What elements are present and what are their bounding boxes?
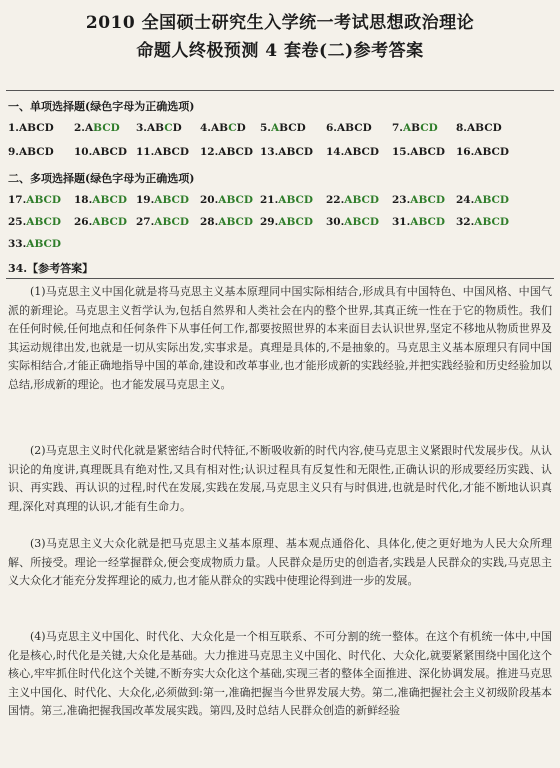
question-answer [392,194,445,206]
correct-option-letter: C [171,194,180,206]
question-answer [8,194,61,206]
q34-heading: 34.【参考答案】 [8,262,94,275]
option-letter: A [92,146,101,158]
q34-paragraph-3: (3)马克思主义大众化就是把马克思主义基本原理、基本观点通俗化、具体化,使之更好地为人民大众所理解、所接受。理论一经掌握群众,便会变成物质力量。人民群众是历史的创造者,实践是人民群众的实践,马克思主义大众化才能充分发挥理论的威力,也才能从群众的实践中使理论得到进一步的发展。 [8,537,552,587]
correct-option-letter: B [226,194,236,206]
correct-option-letter: C [295,216,304,228]
correct-option-letter: D [303,194,313,206]
option-letter: C [427,146,436,158]
correct-option-letter: A [278,194,287,206]
question-answer [8,238,61,250]
correct-option-letter: B [352,194,362,206]
question-answer [200,146,253,158]
page-title-line2: 命题人终极预测 4 套卷(二)参考答案 [136,41,424,61]
question-number: 3. [136,122,147,134]
correct-option-letter: C [420,122,429,134]
question-answer [200,194,253,206]
correct-option-letter: B [34,194,44,206]
correct-option-letter: A [344,194,353,206]
correct-option-letter: C [427,194,436,206]
option-letter: B [475,122,485,134]
correct-option-letter: C [235,194,244,206]
option-letter: C [354,122,363,134]
correct-option-letter: B [418,194,428,206]
option-letter: B [27,122,37,134]
option-letter: C [109,146,118,158]
correct-option-letter: C [361,216,370,228]
multi-choice-row-2 [8,216,554,232]
correct-option-letter: C [43,194,52,206]
option-letter: D [499,146,509,158]
q34-paragraph-4: (4)马克思主义中国化、时代化、大众化是一个相互联系、不可分割的统一整体。在这个有机统一体中,中国化是核心,时代化是关键,大众化是基础。大力推进马克思主义中国化、时代化、大众化,就要紧紧围绕中国化这个核心,牢牢抓住时代化这个关键,不断夯实大众化这个基础,实现三者的整体全面推进、深化协调发展。推进马克思主义中国化、时代化、大众化,必须做到:第一,准确把握当今世界发展大势。第二,准确把握社会主义初级阶段基本国情。第三,准确把握我国改革发展实践。第四,及时总结人民群众创造的新鲜经验 [8,630,552,717]
option-letter: A [146,122,156,134]
correct-option-letter: C [295,194,304,206]
option-letter: B [100,146,110,158]
option-letter: A [344,146,353,158]
option-letter: B [352,146,362,158]
option-letter: B [226,146,236,158]
correct-option-letter: B [100,216,110,228]
correct-option-letter: B [482,216,492,228]
correct-option-letter: A [410,216,419,228]
question-number: 18. [74,194,93,206]
option-letter: D [44,146,54,158]
option-letter: A [218,146,227,158]
option-letter: A [410,146,419,158]
option-letter: B [219,122,229,134]
option-letter: D [243,146,253,158]
correct-option-letter: A [270,122,280,134]
option-letter: C [235,146,244,158]
correct-option-letter: D [179,216,189,228]
question-answer [136,146,189,158]
correct-option-letter: B [482,194,492,206]
correct-option-letter: C [109,216,118,228]
question-answer [260,146,313,158]
option-letter: C [36,122,45,134]
option-letter: C [361,146,370,158]
correct-option-letter: D [110,122,120,134]
correct-option-letter: C [361,194,370,206]
question-number: 15. [392,146,411,158]
option-letter: D [117,146,127,158]
option-letter: C [288,122,297,134]
question-answer [260,194,313,206]
question-answer [8,122,54,134]
question-answer [260,216,313,228]
question-number: 1. [8,122,19,134]
question-number: 16. [456,146,475,158]
option-letter: B [286,146,296,158]
option-letter: D [296,122,306,134]
question-number: 23. [392,194,411,206]
option-letter: B [418,146,428,158]
option-letter: B [279,122,289,134]
correct-option-letter: C [164,122,173,134]
correct-option-letter: C [491,194,500,206]
correct-option-letter: C [427,216,436,228]
question-answer [326,146,379,158]
correct-option-letter: B [162,216,172,228]
option-letter: D [435,146,445,158]
question-number: 20. [200,194,219,206]
question-number: 27. [136,216,155,228]
question-number: 28. [200,216,219,228]
correct-option-letter: B [352,216,362,228]
correct-option-letter: D [369,216,379,228]
option-letter: C [36,146,45,158]
option-letter: C [295,146,304,158]
divider [6,90,554,91]
correct-option-letter: C [102,122,111,134]
question-number: 22. [326,194,345,206]
correct-option-letter: A [218,194,227,206]
correct-option-letter: D [303,216,313,228]
option-letter: D [44,122,54,134]
correct-option-letter: B [34,216,44,228]
correct-option-letter: D [499,194,509,206]
question-number: 9. [8,146,19,158]
correct-option-letter: D [51,238,61,250]
question-number: 32. [456,216,475,228]
correct-option-letter: A [154,194,163,206]
option-letter: A [278,146,287,158]
page-title-line1: 2010 全国硕士研究生入学统一考试思想政治理论 [85,13,475,33]
question-answer [456,216,509,228]
correct-option-letter: A [92,194,101,206]
correct-option-letter: B [286,216,296,228]
option-letter: D [492,122,502,134]
question-number: 14. [326,146,345,158]
correct-option-letter: A [26,194,35,206]
correct-option-letter: A [410,194,419,206]
correct-option-letter: A [278,216,287,228]
correct-option-letter: D [117,194,127,206]
option-letter: A [18,122,28,134]
question-answer [74,122,120,134]
correct-option-letter: A [344,216,353,228]
question-answer [8,146,54,158]
divider [6,278,554,279]
correct-option-letter: C [171,216,180,228]
question-number: 5. [260,122,271,134]
correct-option-letter: C [491,216,500,228]
question-answer [392,122,438,134]
question-number: 7. [392,122,403,134]
multi-choice-row-1 [8,194,554,210]
question-answer [326,194,379,206]
option-letter: B [345,122,355,134]
option-letter: A [18,146,28,158]
correct-option-letter: A [218,216,227,228]
correct-option-letter: A [26,216,35,228]
question-answer [200,216,253,228]
question-number: 26. [74,216,93,228]
correct-option-letter: D [499,216,509,228]
correct-option-letter: B [100,194,110,206]
correct-option-letter: A [154,216,163,228]
question-number: 13. [260,146,279,158]
option-letter: A [210,122,220,134]
option-letter: C [491,146,500,158]
single-choice-row-2 [8,146,554,162]
correct-option-letter: B [286,194,296,206]
correct-option-letter: B [34,238,44,250]
single-choice-row-1 [8,122,554,138]
option-letter: C [484,122,493,134]
correct-option-letter: A [474,194,483,206]
correct-option-letter: B [418,216,428,228]
option-letter: B [162,146,172,158]
correct-option-letter: A [474,216,483,228]
question-number: 4. [200,122,211,134]
option-letter: D [179,146,189,158]
question-number: 19. [136,194,155,206]
question-answer [136,194,189,206]
correct-option-letter: A [402,122,412,134]
correct-option-letter: D [243,194,253,206]
q34-paragraph-2: (2)马克思主义时代化就是紧密结合时代特征,不断吸收新的时代内容,使马克思主义紧跟时代发展步伐。从认识论的角度讲,真理既具有绝对性,又具有相对性;认识过程具有反复性和无限性,正确认识的形成要经历实践、认识、再实践、再认识的过程,时代在发展,实践在发展,马克思主义只有与时俱进,也就是时代化,才能不断地认识真理,深化对真理的认识,才能有生命力。 [8,444,552,513]
correct-option-letter: D [243,216,253,228]
question-answer [200,122,246,134]
question-answer [136,216,189,228]
multi-choice-row-3 [8,238,554,254]
question-number: 33. [8,238,27,250]
question-answer [74,216,127,228]
option-letter: A [154,146,163,158]
option-letter: A [84,122,94,134]
correct-option-letter: D [179,194,189,206]
question-answer [74,194,127,206]
correct-option-letter: B [226,216,236,228]
question-number: 31. [392,216,411,228]
question-number: 12. [200,146,219,158]
correct-option-letter: D [369,194,379,206]
correct-option-letter: D [428,122,438,134]
correct-option-letter: B [93,122,103,134]
correct-option-letter: D [117,216,127,228]
question-answer [326,122,372,134]
question-number: 30. [326,216,345,228]
question-number: 10. [74,146,93,158]
option-letter: B [411,122,421,134]
correct-option-letter: C [43,238,52,250]
multi-choice-heading: 二、多项选择题(绿色字母为正确选项) [8,172,195,185]
correct-option-letter: C [109,194,118,206]
question-answer [392,216,445,228]
option-letter: A [474,146,483,158]
question-answer [326,216,379,228]
q34-paragraph-1: (1)马克思主义中国化就是将马克思主义基本原理同中国实际相结合,形成具有中国特色、中国风格、中国气派的新理论。马克思主义哲学认为,包括自然界和人类社会在内的整个世界,其真正统一性在于它的物质性。我们在任何时候,任何地点和任何条件下从事任何工作,都要按照世界的本来面目去认识世界,坚定不移地从物质世界及其运动规律出发,也就是一切从实际出发,实事求是。真理是具体的,不是抽象的。马克思主义基本原理只有同中国实际相结合,才能正确地指导中国的革命,建设和改革事业,也才能形成新的实践经验,并把实践经验和历史经验加以总结,形成新的理论。也才能发展马克思主义。 [8,285,552,391]
correct-option-letter: A [26,238,35,250]
single-choice-heading: 一、单项选择题(绿色字母为正确选项) [8,100,195,113]
option-letter: D [362,122,372,134]
correct-option-letter: D [435,194,445,206]
question-number: 25. [8,216,27,228]
question-answer [260,122,306,134]
correct-option-letter: C [235,216,244,228]
question-answer [8,216,61,228]
option-letter: B [27,146,37,158]
option-letter: D [236,122,246,134]
correct-option-letter: C [43,216,52,228]
option-letter: A [336,122,346,134]
question-answer [456,146,509,158]
question-number: 8. [456,122,467,134]
correct-option-letter: D [435,216,445,228]
option-letter: A [466,122,476,134]
question-number: 29. [260,216,279,228]
question-number: 24. [456,194,475,206]
correct-option-letter: B [162,194,172,206]
option-letter: C [171,146,180,158]
question-answer [74,146,127,158]
question-answer [456,194,509,206]
correct-option-letter: A [92,216,101,228]
question-number: 2. [74,122,85,134]
correct-option-letter: C [228,122,237,134]
correct-option-letter: D [51,194,61,206]
option-letter: B [482,146,492,158]
question-number: 21. [260,194,279,206]
option-letter: D [303,146,313,158]
question-number: 6. [326,122,337,134]
question-number: 17. [8,194,27,206]
correct-option-letter: D [51,216,61,228]
question-answer [136,122,182,134]
option-letter: D [369,146,379,158]
option-letter: D [172,122,182,134]
question-number: 11. [136,146,155,158]
question-answer [456,122,502,134]
question-answer [392,146,445,158]
option-letter: B [155,122,165,134]
